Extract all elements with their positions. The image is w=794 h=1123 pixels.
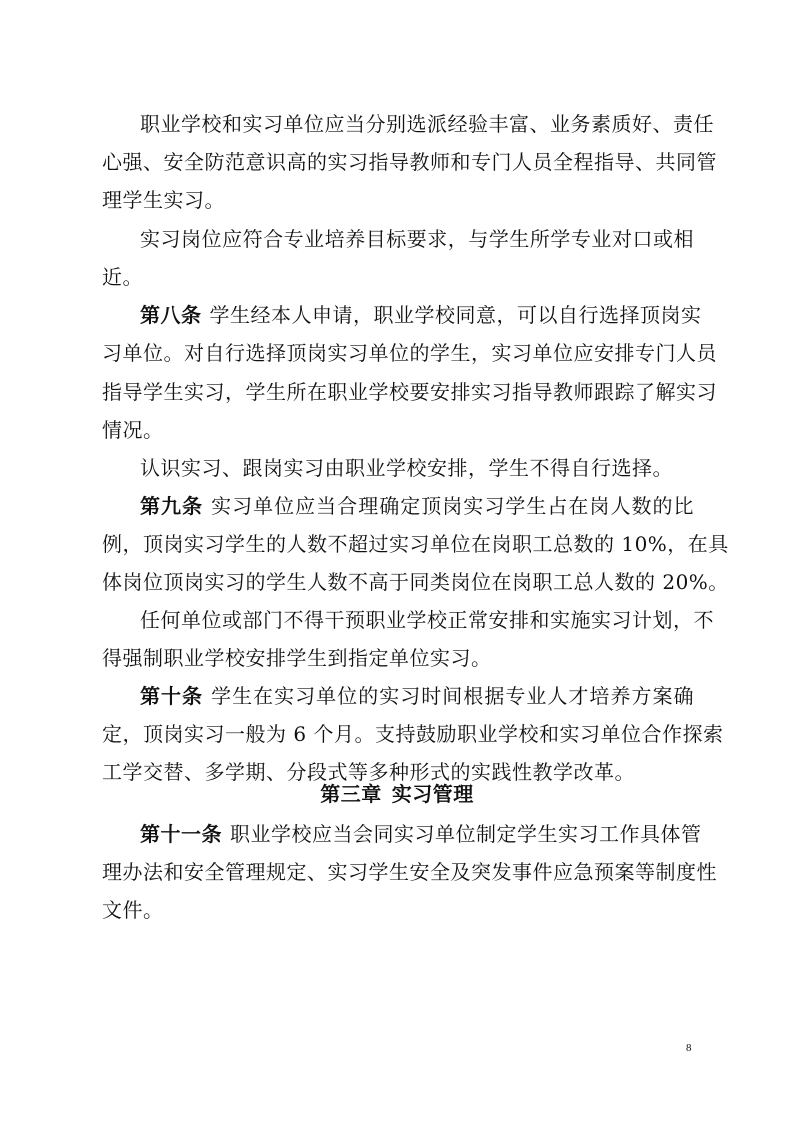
paragraph-2-line-1: 实习岗位应符合专业培养目标要求，与学生所学专业对口或相 — [140, 227, 694, 251]
paragraph-1-line-1: 职业学校和实习单位应当分别选派经验丰富、业务素质好、责任 — [140, 112, 714, 136]
article-9-heading: 第九条 — [140, 494, 204, 518]
article-11-text: 职业学校应当会同实习单位制定学生实习工作具体管 — [230, 822, 702, 846]
page-number: 8 — [686, 1042, 692, 1054]
paragraph-2-line-2: 近。 — [102, 265, 143, 289]
article-11-line-1 — [140, 822, 702, 846]
paragraph-1-line-2: 心强、安全防范意识高的实习指导教师和专门人员全程指导、共同管 — [102, 150, 717, 174]
article-9-line-2: 例，顶岗实习学生的人数不超过实习单位在岗职工总数的 10%，在具 — [102, 532, 729, 556]
paragraph-4-line-1: 认识实习、跟岗实习由职业学校安排，学生不得自行选择。 — [140, 456, 673, 480]
article-8-line-4: 情况。 — [102, 418, 164, 442]
article-9-line-1 — [140, 494, 694, 518]
article-9-line-3: 体岗位顶岗实习的学生人数不高于同类岗位在岗职工总人数的 20%。 — [102, 570, 729, 594]
article-8-text: 学生经本人申请，职业学校同意，可以自行选择顶岗实 — [209, 303, 702, 327]
article-10-line-1 — [140, 684, 694, 708]
paragraph-1-line-3: 理学生实习。 — [102, 188, 225, 212]
article-11-heading: 第十一条 — [140, 822, 222, 846]
article-8-line-1 — [140, 303, 702, 327]
chapter-heading — [0, 782, 794, 806]
article-8-heading: 第八条 — [140, 303, 202, 327]
article-8-line-2: 习单位。对自行选择顶岗实习单位的学生，实习单位应安排专门人员 — [102, 341, 717, 365]
paragraph-6-line-2: 得强制职业学校安排学生到指定单位实习。 — [102, 646, 492, 670]
chapter-title: 实习管理 — [391, 782, 474, 806]
article-10-heading: 第十条 — [140, 684, 204, 708]
paragraph-6-line-1: 任何单位或部门不得干预职业学校正常安排和实施实习计划，不 — [140, 608, 714, 632]
article-10-line-2: 定，顶岗实习一般为 6 个月。支持鼓励职业学校和实习单位合作探索 — [102, 722, 724, 746]
article-9-text: 实习单位应当合理确定顶岗实习学生占在岗人数的比 — [211, 494, 695, 518]
article-11-line-2: 理办法和安全管理规定、实习学生安全及突发事件应急预案等制度性 — [102, 860, 717, 884]
article-10-line-3: 工学交替、多学期、分段式等多种形式的实践性教学改革。 — [102, 760, 635, 784]
chapter-number: 第三章 — [320, 782, 382, 806]
article-8-line-3: 指导学生实习，学生所在职业学校要安排实习指导教师跟踪了解实习 — [102, 380, 717, 404]
article-10-text: 学生在实习单位的实习时间根据专业人才培养方案确 — [211, 684, 695, 708]
article-11-line-3: 文件。 — [102, 898, 164, 922]
